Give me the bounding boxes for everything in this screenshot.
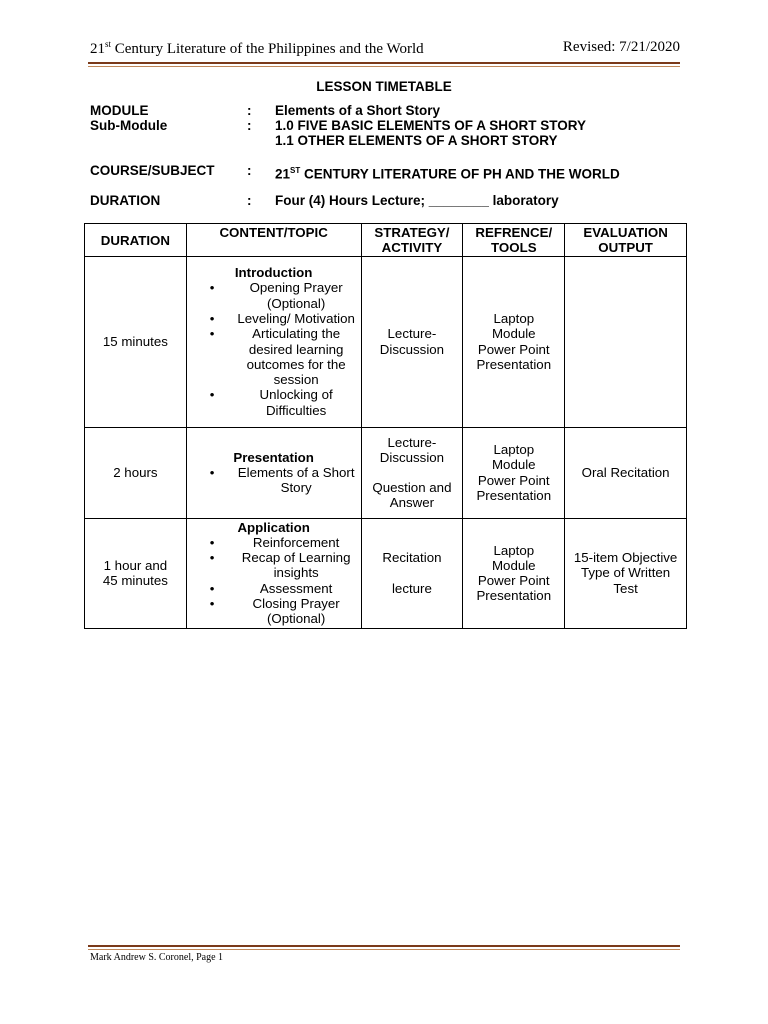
lesson-timetable [84,223,687,629]
page-footer: Mark Andrew S. Coronel, Page 1 [90,952,224,963]
row-strategy: Lecture-Discussion [361,256,463,427]
row-content: Introduction • Opening Prayer (Optional) • Leveling/ Motivation • Articulating the desired learning outcomes for the session • Unlocking of Difficulties [186,256,361,427]
list-item: • Articulating the desired learning outcomes for the session [232,326,361,387]
page-header [90,39,680,61]
row-strategy: Recitation lecture [361,518,463,628]
table-row [85,256,687,427]
row-evaluation: 15-item Objective Type of Written Test [565,518,687,628]
topic-list [187,465,361,496]
list-item: • Opening Prayer (Optional) [232,280,361,311]
row-duration: 2 hours [85,427,187,518]
list-item: • Reinforcement [232,535,361,550]
list-item: • Closing Prayer (Optional) [232,596,361,627]
row-content: Presentation • Elements of a Short Story [186,427,361,518]
header-rule [88,62,680,64]
topic-list [187,535,361,627]
header-duration: DURATION [85,224,187,257]
row-duration: 1 hour and 45 minutes [85,518,187,628]
list-item: • Assessment [232,581,361,596]
row-tools: Laptop Module Power Point Presentation [463,256,565,427]
row-evaluation [565,256,687,427]
list-item: • Elements of a Short Story [232,465,361,496]
table-row [85,427,687,518]
topic-list [187,280,361,418]
row-tools: Laptop Module Power Point Presentation [463,518,565,628]
list-item: • Recap of Learning insights [232,550,361,581]
header-content: CONTENT/TOPIC [186,224,361,257]
header-title: 21st Century Literature of the Philippines and the World [90,39,424,57]
document-title: LESSON TIMETABLE [316,79,452,94]
header-evaluation: EVALUATION OUTPUT [565,224,687,257]
row-tools: Laptop Module Power Point Presentation [463,427,565,518]
footer-rule [88,945,680,947]
row-evaluation: Oral Recitation [565,427,687,518]
row-duration: 15 minutes [85,256,187,427]
header-rule-thin [88,66,680,67]
footer-rule-thin [88,949,680,950]
revised-date: Revised: 7/21/2020 [562,39,680,55]
list-item: • Unlocking of Difficulties [232,387,361,418]
row-content: Application • Reinforcement • Recap of Learning insights • Assessment • Closing Prayer (Optional) [186,518,361,628]
header-reference: REFRENCE/ TOOLS [463,224,565,257]
table-row [85,518,687,628]
header-strategy: STRATEGY/ ACTIVITY [361,224,463,257]
table-header-row [85,224,687,257]
list-item: • Leveling/ Motivation [232,311,361,326]
row-strategy: Lecture-Discussion Question and Answer [361,427,463,518]
